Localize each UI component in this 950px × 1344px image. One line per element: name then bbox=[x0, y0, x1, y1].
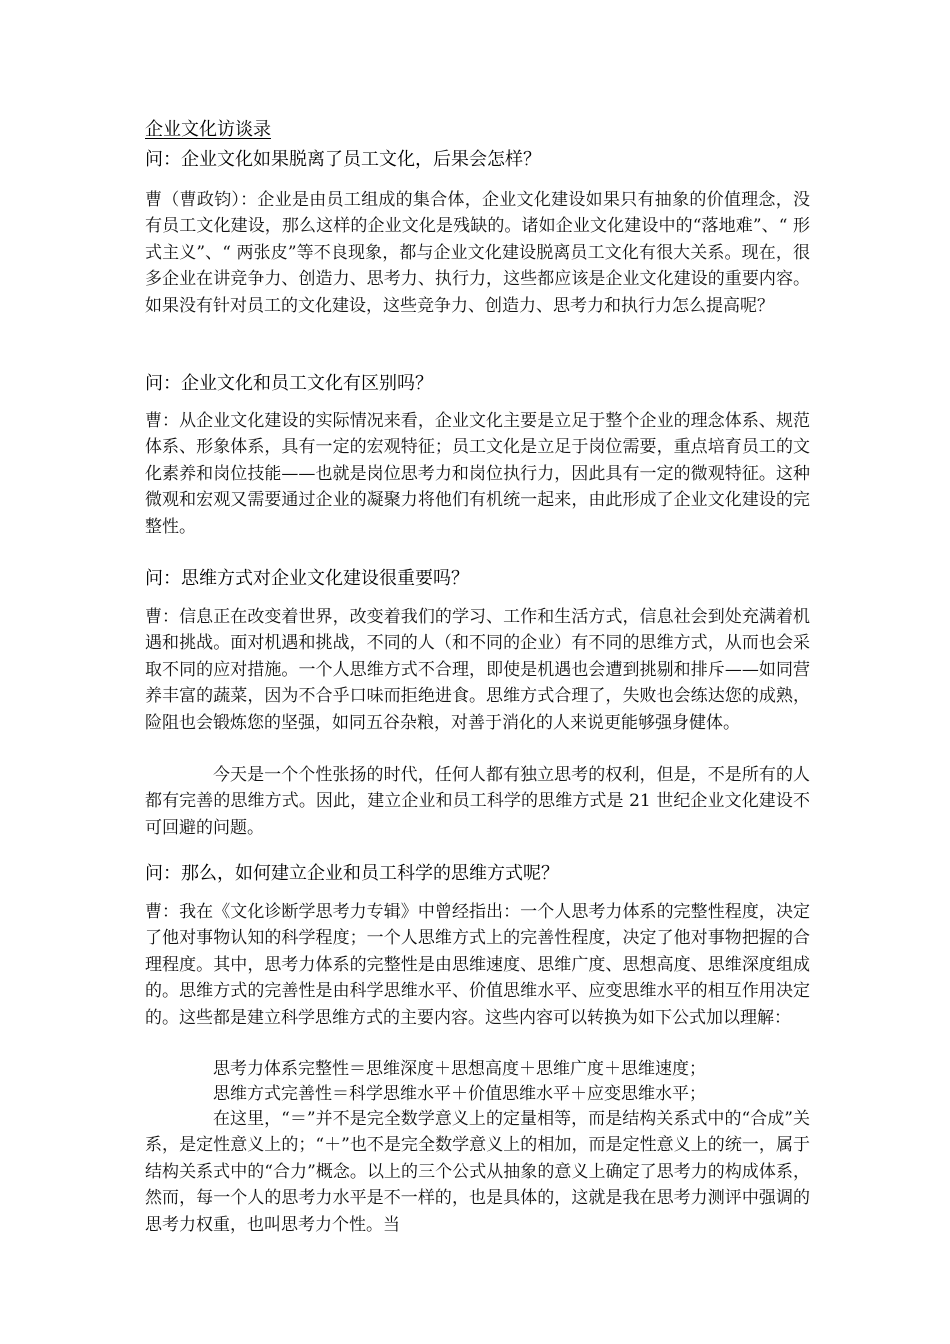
answer-paragraph: 曹：信息正在改变着世界，改变着我们的学习、工作和生活方式，信息社会到处充满着机遇和挑战。面对机遇和挑战，不同的人（和不同的企业）有不同的思维方式，从而也会采取不同的应对措施。一个人思维方式不合理，即使是机遇也会遭到挑剔和排斥——如同营养丰富的蔬菜，因为不合乎口味而拒绝进食。思维方式合理了，失败也会练达您的成熟，险阻也会锻炼您的坚强，如同五谷杂粮，对善于消化的人来说更能够强身健体。 bbox=[145, 607, 810, 733]
question-heading: 问：企业文化如果脱离了员工文化，后果会怎样？ bbox=[145, 149, 541, 170]
answer-paragraph: 今天是一个个性张扬的时代，任何人都有独立思考的权利，但是，不是所有的人都有完善的思维方式。因此，建立企业和员工科学的思维方式是 21 世纪企业文化建设不可回避的问题。 bbox=[145, 765, 810, 838]
formula-line: 思考力体系完整性＝思维深度＋思想高度＋思维广度＋思维速度； bbox=[213, 1059, 706, 1079]
answer-paragraph: 曹（曹政钧）：企业是由员工组成的集合体，企业文化建设如果只有抽象的价值理念，没有员工文化建设，那么这样的企业文化是残缺的。诸如企业文化建设中的“落地难”、“ 形式主义”、“ 两张皮”等不良现象，都与企业文化建设脱离员工文化有很大关系。现在，很多企业在讲竞争力、创造力、思考力、执行力，这些都应该是企业文化建设的重要内容。如果没有针对员工的文化建设，这些竞争力、创造力、思考力和执行力怎么提高呢？ bbox=[145, 190, 810, 316]
answer-paragraph: 曹：我在《文化诊断学思考力专辑》中曾经指出：一个人思考力体系的完整性程度，决定了他对事物认知的科学程度；一个人思维方式上的完善性程度，决定了他对事物把握的合理程度。其中，思考力体系的完整性是由思维速度、思维广度、思想高度、思维深度组成的。思维方式的完善性是由科学思维水平、价值思维水平、应变思维水平的相互作用决定的。这些都是建立科学思维方式的主要内容。这些内容可以转换为如下公式加以理解： bbox=[145, 902, 810, 1028]
document-title: 企业文化访谈录 bbox=[145, 119, 271, 140]
formula-line: 思维方式完善性＝科学思维水平＋价值思维水平＋应变思维水平； bbox=[213, 1084, 706, 1104]
question-heading: 问：企业文化和员工文化有区别吗？ bbox=[145, 373, 433, 394]
question-heading: 问：那么，如何建立企业和员工科学的思维方式呢？ bbox=[145, 863, 559, 884]
answer-paragraph: 曹：从企业文化建设的实际情况来看，企业文化主要是立足于整个企业的理念体系、规范体系、形象体系，具有一定的宏观特征；员工文化是立足于岗位需要，重点培育员工的文化素养和岗位技能——也就是岗位思考力和岗位执行力，因此具有一定的微观特征。这种微观和宏观又需要通过企业的凝聚力将他们有机统一起来，由此形成了企业文化建设的完整性。 bbox=[145, 411, 810, 537]
question-heading: 问：思维方式对企业文化建设很重要吗？ bbox=[145, 568, 469, 589]
answer-paragraph: 在这里，“＝”并不是完全数学意义上的定量相等，而是结构关系式中的“合成”关系，是定性意义上的；“＋”也不是完全数学意义上的相加，而是定性意义上的统一，属于结构关系式中的“合力”概念。以上的三个公式从抽象的意义上确定了思考力的构成体系，然而，每一个人的思考力水平是不一样的，也是具体的，这就是我在思考力测评中强调的思考力权重，也叫思考力个性。当 bbox=[145, 1109, 810, 1235]
